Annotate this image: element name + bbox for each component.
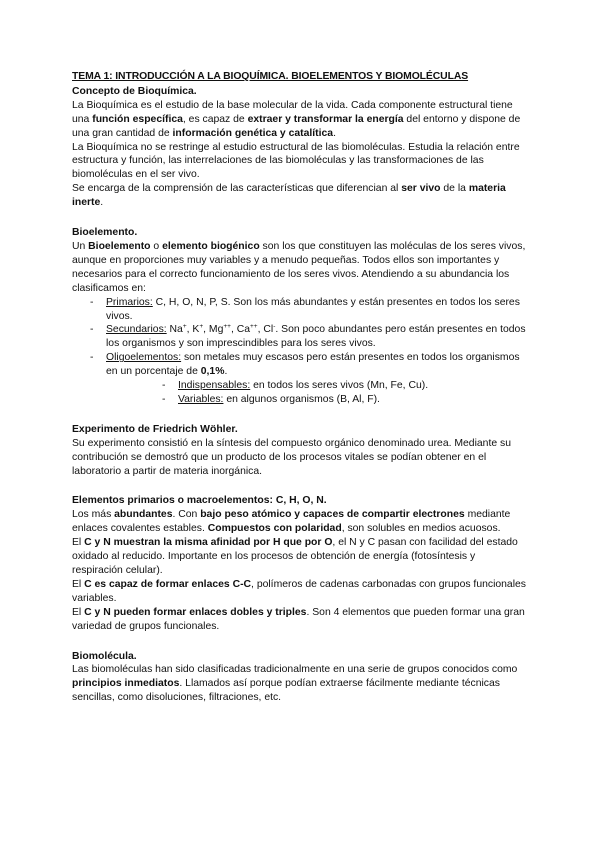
list-item-variables: - Variables: en algunos organismos (B, Al, F). bbox=[106, 393, 528, 407]
list-item-secundarios: - Secundarios: Na+, K+, Mg++, Ca++, Cl-. Son poco abundantes pero están presentes en todos los organismos y son imprescindibles para los seres vivos. bbox=[72, 323, 528, 351]
bioelement-list bbox=[72, 296, 528, 407]
heading-biomolecula: Biomolécula. bbox=[72, 650, 137, 662]
paragraph: El C es capaz de formar enlaces C-C, polímeros de cadenas carbonadas con grupos funcionales variables. bbox=[72, 578, 526, 604]
paragraph: El C y N pueden formar enlaces dobles y triples. Son 4 elementos que pueden formar una gran variedad de grupos funcionales. bbox=[72, 606, 525, 632]
heading-experimento-wohler: Experimento de Friedrich Wöhler. bbox=[72, 423, 238, 435]
heading-bioelemento: Bioelemento. bbox=[72, 227, 138, 239]
document-page bbox=[72, 70, 528, 705]
paragraph: Un Bioelemento o elemento biogénico son los que constituyen las moléculas de los seres vivos, aunque en proporciones muy variables y a menudo pequeñas. Todos ellos son importantes y necesarios para el correcto funcionamiento de los seres vivos. Atendiendo a su abundancia los clasificamos en: bbox=[72, 240, 526, 294]
document-title: TEMA 1: INTRODUCCIÓN A LA BIOQUÍMICA. BIOELEMENTOS Y BIOMOLÉCULAS bbox=[72, 71, 469, 82]
sub-list bbox=[106, 379, 528, 407]
list-item-oligoelementos: - Oligoelementos: son metales muy escasos pero están presentes en todos los organismos en un porcentaje de 0,1%. - Indispensables: en todos los seres vivos (Mn, Fe, Cu). - Variables: en algunos organismos (B, Al, F). bbox=[72, 351, 528, 407]
list-item-primarios: - Primarios: C, H, O, N, P, S. Son los más abundantes y están presentes en todos los seres vivos. bbox=[72, 296, 528, 324]
paragraph: La Bioquímica es el estudio de la base molecular de la vida. Cada componente estructural tiene una función específica, es capaz de extraer y transformar la energía del entorno y dispone de una gran cantidad de información genética y catalítica. bbox=[72, 99, 521, 139]
paragraph: Su experimento consistió en la síntesis del compuesto orgánico denominado urea. Mediante su contribución se demostró que un producto de los procesos vitales se podían obtener en el laboratorio a partir de materia inorgánica. bbox=[72, 437, 511, 477]
paragraph: Los más abundantes. Con bajo peso atómico y capaces de compartir electrones mediante enlaces covalentes estables. Compuestos con polaridad, son solubles en medios acuosos. bbox=[72, 509, 511, 535]
paragraph: Se encarga de la comprensión de las características que diferencian al ser vivo de la materia inerte. bbox=[72, 183, 506, 209]
paragraph: El C y N muestran la misma afinidad por H que por O, el N y C pasan con facilidad del estado oxidado al reducido. Importante en los procesos de obtención de energía (fotosíntesis y respiración celular). bbox=[72, 537, 518, 576]
paragraph: La Bioquímica no se restringe al estudio estructural de las biomoléculas. Estudia la relación entre estructura y función, las interrelaciones de las biomoléculas y las transformaciones de las biomoléculas en el ser vivo. bbox=[72, 141, 520, 181]
heading-concepto-bioquimica: Concepto de Bioquímica. bbox=[72, 85, 197, 97]
list-item-indispensables: - Indispensables: en todos los seres vivos (Mn, Fe, Cu). bbox=[106, 379, 528, 393]
heading-elementos-primarios: Elementos primarios o macroelementos: C, H, O, N. bbox=[72, 495, 327, 507]
paragraph: Las biomoléculas han sido clasificadas tradicionalmente en una serie de grupos conocidos como principios inmediatos. Llamados así porque podían extraerse fácilmente mediante técnicas sencillas, como disoluciones, filtraciones, etc. bbox=[72, 664, 518, 704]
